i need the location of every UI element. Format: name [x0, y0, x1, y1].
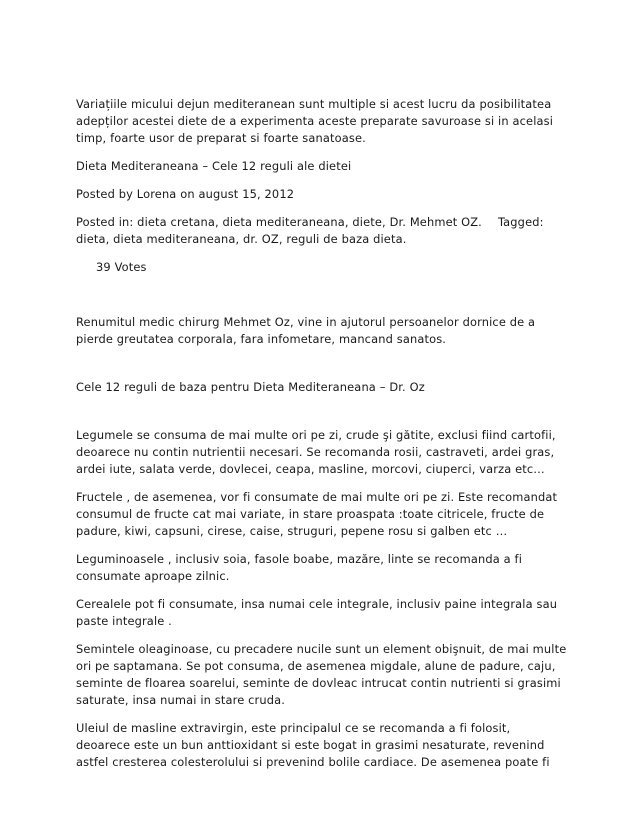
article-title: Dieta Mediteraneana – Cele 12 reguli ale dietei	[76, 159, 352, 173]
votes-count: 39 Votes	[96, 260, 147, 274]
lead-paragraph: Renumitul medic chirurg Mehmet Oz, vine in ajutorul persoanelor dornice de a pierde greutatea corporala, fara infometare, mancand sanatos.	[76, 315, 536, 346]
tagged: Tagged: dieta, dieta mediteraneana, dr. OZ, reguli de baza dieta.	[76, 215, 544, 246]
body-paragraph: Leguminoasele , inclusiv soia, fasole boabe, mazăre, linte se recomanda a fi consumate aproape zilnic.	[76, 552, 523, 583]
post-meta	[76, 214, 568, 248]
body-paragraph: Fructele , de asemenea, vor fi consumate de mai multe ori pe zi. Este recomandat consumul de fructe cat mai variate, in stare proaspata :toate citricele, fructe de padure, kiwi, capsuni, cirese, caise, struguri, pepene rosu si galben etc …	[76, 490, 558, 538]
body-paragraph: Semintele oleaginoase, cu precadere nucile sunt un element obişnuit, de mai multe ori pe saptamana. Se pot consuma, de asemenea migdale, alune de padure, caju, seminte de floarea soarelui, seminte de dovleac intrucat contin nutrienti si grasimi saturate, insa numai in stare cruda.	[76, 642, 567, 707]
body-paragraph: Cerealele pot fi consumate, insa numai cele integrale, inclusiv paine integrala sau paste integrale .	[76, 597, 558, 628]
posted-by: Posted by Lorena on august 15, 2012	[76, 187, 295, 201]
intro-paragraph: Variațiile micului dejun mediteranean sunt multiple si acest lucru da posibilitatea adepților acestei diete de a experimenta aceste preparate savuroase si in acelasi timp, foarte usor de preparat si foarte sanatoase.	[76, 97, 554, 145]
body-paragraph: Legumele se consuma de mai multe ori pe zi, crude şi gătite, exclusi fiind cartofii, deoarece nu contin nutrientii necesari. Se recomanda rosii, castraveti, ardei gras, ardei iute, salata verde, dovlecei, ceapa, masline, morcovi, ciuperci, varza etc…	[76, 428, 556, 476]
body-paragraph: Uleiul de masline extravirgin, este principalul ce se recomanda a fi folosit, deoarece este un bun anttioxidant si este bogat in grasimi nesaturate, revenind astfel cresterea colesterolului si prevenind bolile cardiace. De asemenea poate fi	[76, 721, 550, 769]
posted-in: Posted in: dieta cretana, dieta mediteraneana, diete, Dr. Mehmet OZ.	[76, 215, 482, 229]
subheading: Cele 12 reguli de baza pentru Dieta Mediteraneana – Dr. Oz	[76, 380, 425, 394]
